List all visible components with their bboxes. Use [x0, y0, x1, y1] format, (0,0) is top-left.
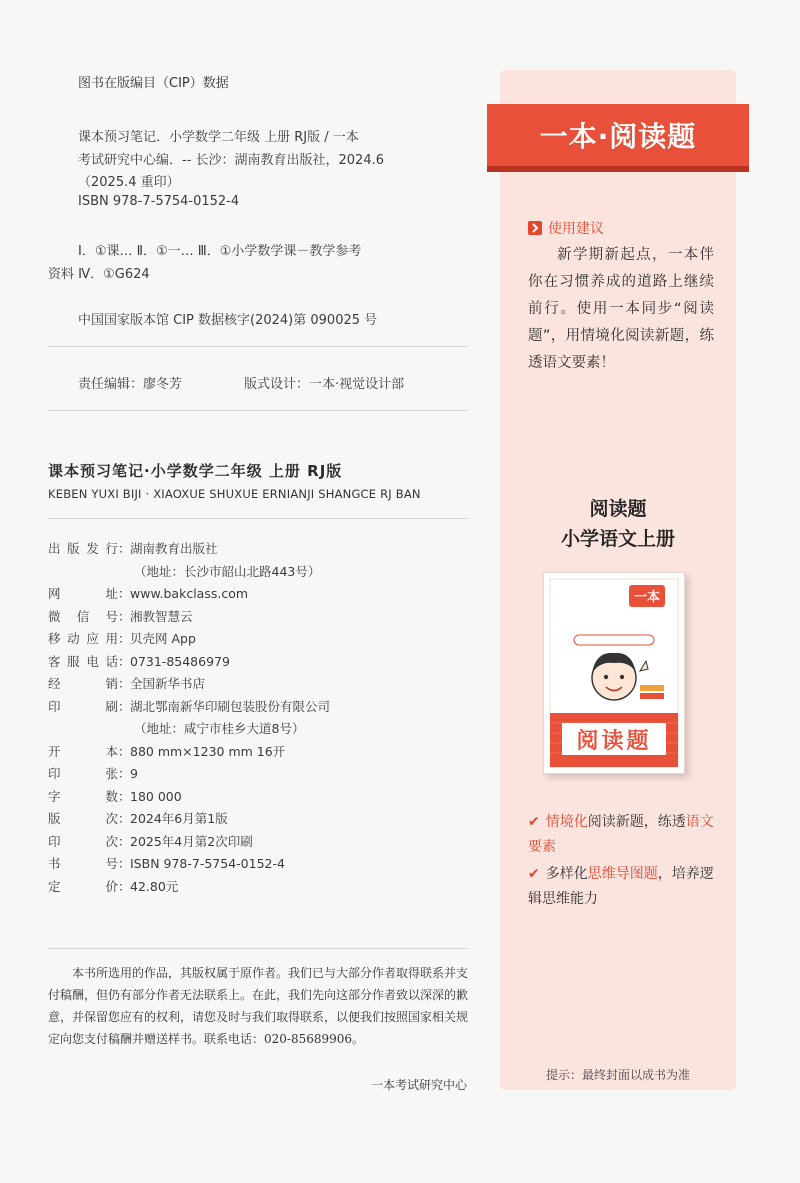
suggestion-text: 新学期新起点，一本伴你在习惯养成的道路上继续前行。使用一本同步“阅读题”，用情境化阅读新题，练透语文要素！ — [528, 247, 714, 371]
info-label: 印 张 — [48, 766, 118, 781]
feature-2-text: ，培养逻辑思维能力 — [528, 866, 714, 907]
info-label: 微 信 号 — [48, 608, 118, 624]
cip-line-1: 课本预习笔记．小学数学二年级 上册 RJ版 / 一本 — [78, 130, 359, 145]
info-label: 经 销 — [48, 676, 118, 691]
design: 版式设计：一本·视觉设计部 — [244, 377, 405, 392]
ad-book-name-line-1: 阅读题 — [589, 498, 647, 520]
cip-line-2: 考试研究中心编．-- 长沙：湖南教育出版社，2024.6 — [78, 153, 385, 168]
info-label: 版 次 — [48, 811, 118, 826]
info-label: 开 本 — [48, 743, 118, 759]
info-value: 湖北鄂南新华印刷包装股份有限公司 — [130, 698, 331, 714]
info-label: 网 址 — [48, 586, 118, 601]
info-label: 定 价 — [48, 878, 118, 894]
editor: 责任编辑：廖冬芳 — [78, 377, 183, 392]
info-colon: ： — [118, 676, 131, 691]
info-colon: ： — [118, 541, 131, 556]
info-colon: ： — [118, 631, 131, 646]
info-row — [48, 673, 330, 696]
cover-tip: 提示：最终封面以成书为准 — [545, 1068, 690, 1082]
info-row — [48, 606, 330, 629]
info-row — [48, 538, 330, 561]
info-row — [48, 583, 330, 606]
info-colon: ： — [118, 878, 131, 894]
divider — [48, 948, 468, 949]
info-label: 客 服 电 话 — [48, 653, 118, 669]
info-value: 180 000 — [130, 788, 182, 804]
cover-title: 阅读题 — [576, 729, 652, 754]
info-label: 字 数 — [48, 788, 118, 804]
feature-1-text: 阅读新题，练透 — [587, 814, 686, 830]
checkmark-icon: ✔ — [528, 866, 540, 882]
divider — [48, 518, 468, 519]
feature-1-hl1: 情境化 — [545, 814, 588, 830]
info-row — [48, 831, 330, 854]
info-value: 2025年4月第2次印刷 — [130, 833, 253, 849]
info-row — [48, 876, 330, 899]
cip-number: 中国国家版本馆 CIP 数据核字(2024)第 090025 号 — [78, 313, 378, 328]
info-colon: ： — [118, 811, 131, 826]
info-label — [48, 718, 118, 741]
banner-shadow — [487, 166, 749, 172]
info-value: 全国新华书店 — [130, 676, 206, 691]
info-colon: ： — [118, 856, 131, 871]
info-label: 书 号 — [48, 856, 118, 871]
suggestion-heading — [528, 218, 604, 238]
divider — [48, 346, 468, 347]
copyright-notice — [48, 962, 468, 1050]
info-value: www.bakclass.com — [130, 586, 249, 601]
info-value: 湘教智慧云 — [130, 608, 193, 624]
info-value: 湖南教育出版社 — [130, 541, 218, 556]
info-value: 9 — [130, 766, 138, 781]
divider — [48, 410, 468, 411]
ad-book-name — [500, 494, 736, 554]
cip-isbn: ISBN 978-7-5754-0152-4 — [78, 194, 240, 209]
book-title: 课本预习笔记·小学数学二年级 上册 RJ版 — [48, 462, 343, 480]
info-colon — [118, 561, 130, 584]
info-colon: ： — [118, 698, 131, 714]
info-label: 印 次 — [48, 833, 118, 849]
info-value: 贝壳网 App — [130, 631, 196, 646]
info-value: 0731-85486979 — [130, 653, 230, 669]
info-row — [48, 763, 330, 786]
notice-text: 本书所选用的作品，其版权属于原作者。我们已与大部分作者取得联系并支付稿酬，但仍有部分作者无法联系上。在此，我们先向这部分作者致以深深的歉意，并保留您应有的权利，请您及时与我们取得联系，以便我们按照国家相关规定向您支付稿酬并赠送样书。联系电话：020-85689906。 — [48, 966, 469, 1046]
info-value: 2024年6月第1版 — [130, 811, 228, 826]
publication-info — [48, 538, 330, 898]
info-value: （地址：长沙市韶山北路443号） — [134, 563, 321, 579]
signature: 一本考试研究中心 — [370, 1078, 467, 1092]
info-colon: ： — [118, 653, 131, 669]
info-label: 印 刷 — [48, 698, 118, 714]
info-row — [48, 561, 330, 584]
book-cover-image — [543, 572, 685, 774]
info-label: 移 动 应 用 — [48, 631, 118, 646]
feature-2-t0: 多样化 — [545, 866, 588, 882]
cip-class-2: 资料 Ⅳ．①G624 — [48, 267, 150, 282]
info-row — [48, 628, 330, 651]
cip-line-3: （2025.4 重印） — [78, 175, 180, 190]
cover-logo: 一本 — [633, 590, 661, 605]
info-row — [48, 651, 330, 674]
book-cover-art — [544, 573, 684, 773]
info-row — [48, 786, 330, 809]
info-label: 出 版 发 行 — [48, 541, 118, 556]
chevron-right-icon — [528, 221, 542, 235]
feature-1 — [528, 810, 718, 860]
info-row — [48, 808, 330, 831]
info-colon: ： — [118, 586, 131, 601]
checkmark-icon: ✔ — [528, 814, 540, 830]
feature-2 — [528, 862, 718, 912]
info-colon: ： — [118, 608, 131, 624]
info-colon: ： — [118, 833, 131, 849]
cip-class-1: Ⅰ．①课… Ⅱ．①一… Ⅲ．①小学数学课－教学参考 — [78, 244, 362, 259]
info-row — [48, 696, 330, 719]
info-colon: ： — [118, 766, 131, 781]
info-value: ISBN 978-7-5754-0152-4 — [130, 856, 285, 871]
info-value: 880 mm×1230 mm 16开 — [130, 743, 286, 759]
info-value: 42.80元 — [130, 878, 179, 894]
info-colon: ： — [118, 788, 131, 804]
info-colon: ： — [118, 743, 131, 759]
feature-1-hl2: 语文要素 — [528, 814, 714, 855]
info-colon — [118, 718, 130, 741]
feature-2-hl1: 思维导图题 — [587, 866, 658, 882]
info-row — [48, 718, 330, 741]
info-row — [48, 853, 330, 876]
info-label — [48, 561, 118, 584]
info-value: （地址：咸宁市桂乡大道8号） — [134, 721, 305, 736]
book-pinyin: KEBEN YUXI BIJI · XIAOXUE SHUXUE ERNIANJI SHANGCE RJ BAN — [48, 487, 421, 501]
suggestion-title: 使用建议 — [548, 221, 604, 237]
ad-book-name-line-2: 小学语文上册 — [560, 528, 675, 550]
info-row — [48, 741, 330, 764]
cip-title: 图书在版编目（CIP）数据 — [78, 76, 229, 91]
ad-banner: 一本·阅读题 — [487, 104, 749, 166]
